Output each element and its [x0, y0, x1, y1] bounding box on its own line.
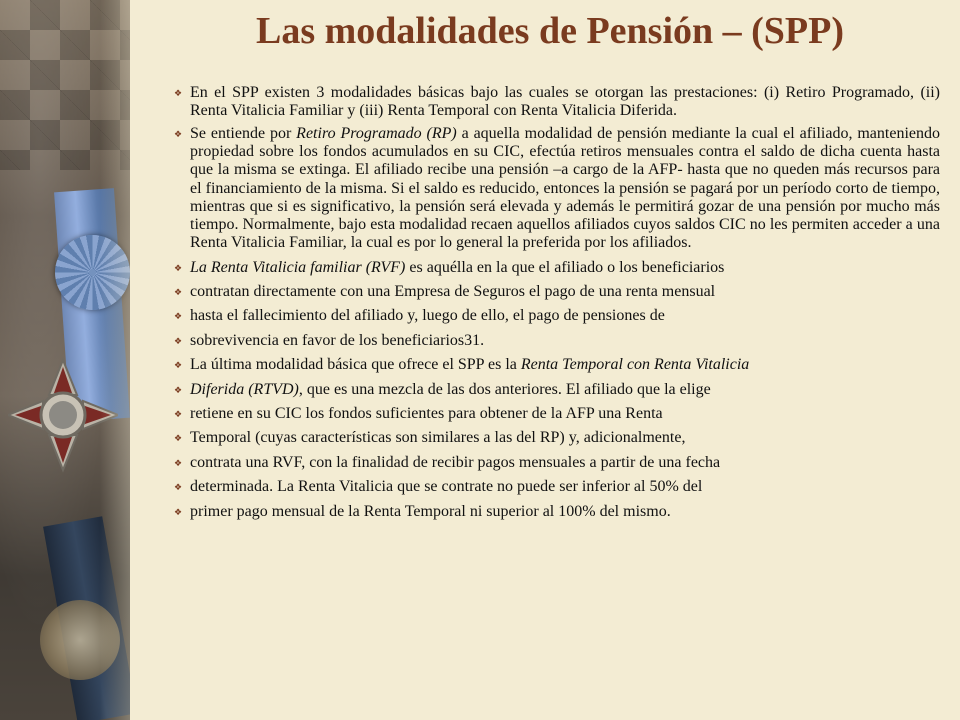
- bullet-item: ❖ La Renta Vitalicia familiar (RVF) es aquélla en la que el afiliado o los beneficiarios: [174, 258, 725, 276]
- bullet-item: ❖ primer pago mensual de la Renta Temporal ni superior al 100% del mismo.: [174, 502, 671, 520]
- diamond-bullet-icon: ❖: [174, 506, 183, 517]
- bullet-item: ❖ retiene en su CIC los fondos suficientes para obtener de la AFP una Renta: [174, 404, 663, 422]
- diamond-bullet-icon: ❖: [174, 457, 183, 468]
- diamond-bullet-icon: ❖: [174, 287, 183, 297]
- decorative-medal-image: [0, 0, 130, 720]
- slide-title: Las modalidades de Pensión – (SPP): [255, 10, 845, 52]
- bullet-item: ❖ En el SPP existen 3 modalidades básicas bajo las cuales se otorgan las prestaciones: (i) Retiro Programado, (ii) Renta Vitalicia Familiar y (iii) Renta Temporal con Renta Vitalicia Diferida.: [174, 84, 940, 120]
- bullet-item: ❖ contratan directamente con una Empresa de Seguros el pago de una renta mensual: [174, 283, 716, 300]
- diamond-bullet-icon: ❖: [174, 384, 183, 395]
- diamond-bullet-icon: ❖: [174, 88, 183, 98]
- bullet-item: ❖ contrata una RVF, con la finalidad de recibir pagos mensuales a partir de una fecha: [174, 453, 721, 471]
- diamond-bullet-icon: ❖: [174, 408, 183, 419]
- diamond-bullet-icon: ❖: [174, 262, 183, 273]
- bullet-item: ❖ Se entiende por Retiro Programado (RP) a aquella modalidad de pensión mediante la cual el afiliado, manteniendo propiedad sobre los fondos acumulados en su CIC, efectúa retiros mensuales contra el saldo de dicha cuenta hasta que la misma se extinga. El afiliado recibe una pensión –a cargo de la AFP- hasta que no queden más recursos para el financiamiento de la misma. Si el saldo es reducido, entonces la pensión se pagará por un período corto de tiempo, mientras que si es significativo, la pensión será elevada y además le permitirá gozar de una pensión por mucho más tiempo. Normalmente, bajo esta modalidad recaen aquellos afiliados cuyos saldos CIC no les permiten acceder a una Renta Vitalicia Familiar, la cual es por lo general la preferida por los afiliados.: [174, 125, 940, 252]
- diamond-bullet-icon: ❖: [174, 482, 183, 493]
- bullet-item: ❖ hasta el fallecimiento del afiliado y, luego de ello, el pago de pensiones de: [174, 307, 665, 325]
- diamond-bullet-icon: ❖: [174, 433, 183, 444]
- diamond-bullet-icon: ❖: [174, 129, 183, 139]
- bullet-item: ❖ Diferida (RTVD), que es una mezcla de las dos anteriores. El afiliado que la elige: [174, 380, 711, 398]
- bullet-item: ❖ Temporal (cuyas características son similares a las del RP) y, adicionalmente,: [174, 429, 686, 447]
- bullet-list: [172, 84, 940, 521]
- diamond-bullet-icon: ❖: [174, 311, 183, 322]
- bullet-item: ❖ La última modalidad básica que ofrece el SPP es la Renta Temporal con Renta Vitalicia: [174, 356, 750, 374]
- panel-fade: [100, 0, 130, 720]
- diamond-bullet-icon: ❖: [174, 335, 183, 346]
- diamond-bullet-icon: ❖: [174, 360, 183, 371]
- bullet-item: ❖ sobrevivencia en favor de los beneficiarios31.: [174, 331, 485, 349]
- bullet-item: ❖ determinada. La Renta Vitalicia que se contrate no puede ser inferior al 50% del: [174, 478, 703, 496]
